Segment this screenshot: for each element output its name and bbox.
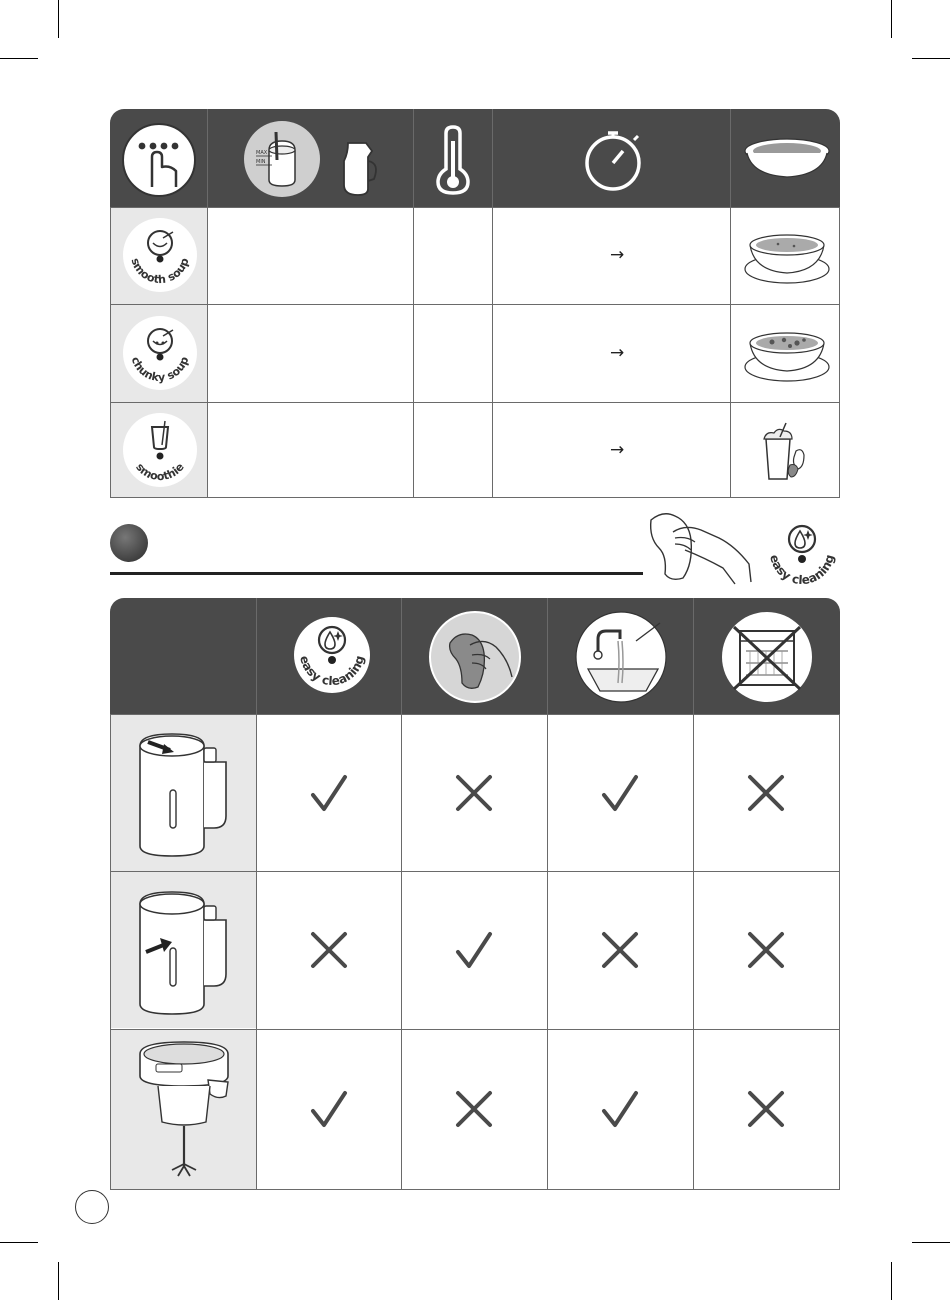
max-label: MAX: [256, 150, 268, 156]
thermometer-icon: [430, 125, 476, 199]
cleaning-table: [110, 598, 840, 1190]
chunky-soup-icon: [121, 314, 199, 396]
chunky-soup-bowl-icon: [742, 323, 832, 391]
arrow-icon: →: [610, 245, 625, 265]
hand-wiping-cloth-icon: [645, 508, 757, 590]
section-bullet: [110, 524, 148, 562]
bowl-icon: [742, 135, 832, 189]
check-icon: [309, 773, 349, 817]
crop-mark: [891, 1262, 892, 1300]
smooth-soup-bowl-icon: [742, 225, 832, 293]
milk-jug-icon: [336, 139, 382, 203]
crop-mark: [912, 1242, 950, 1243]
badge-label: easy cleaning: [767, 553, 837, 588]
cross-icon: [746, 1089, 786, 1133]
jug-fill-level-icon: [242, 120, 324, 202]
smoothie-icon: [121, 411, 199, 493]
crop-mark: [891, 0, 892, 38]
lid-blade-icon: [134, 1036, 234, 1190]
smoothie-glass-icon: [752, 421, 816, 489]
cross-icon: [454, 1089, 494, 1133]
jug-outer-icon: [134, 882, 234, 1026]
cross-icon: [746, 930, 786, 974]
check-icon: [309, 1089, 349, 1133]
min-label: MIN: [256, 159, 266, 165]
crop-mark: [912, 58, 950, 59]
cross-icon: [454, 773, 494, 817]
cross-icon: [746, 773, 786, 817]
program-label: smooth soup: [128, 256, 192, 287]
arrow-icon: →: [610, 343, 625, 363]
crop-mark: [58, 0, 59, 38]
cross-icon: [600, 930, 640, 974]
section-rule: [110, 572, 643, 575]
easy-cleaning-badge: [762, 514, 842, 598]
check-icon: [454, 930, 494, 974]
crop-mark: [0, 58, 38, 59]
smooth-soup-icon: [121, 216, 199, 298]
cloth-wipe-icon: [428, 611, 522, 707]
no-dishwasher-icon: [720, 611, 814, 707]
program-label: chunky soup: [128, 354, 192, 385]
check-icon: [600, 773, 640, 817]
stopwatch-icon: [578, 123, 648, 197]
easy-cleaning-icon: [292, 615, 372, 699]
finger-press-icon: [120, 121, 198, 203]
arrow-icon: →: [610, 440, 625, 460]
check-icon: [600, 1089, 640, 1133]
column-label: easy cleaning: [297, 654, 367, 689]
cross-icon: [309, 930, 349, 974]
jug-inner-icon: [134, 724, 234, 868]
crop-mark: [0, 1242, 38, 1243]
page-number-circle: [75, 1190, 109, 1224]
program-label: smoothie: [133, 460, 187, 484]
crop-mark: [58, 1262, 59, 1300]
program-table: [110, 109, 840, 498]
tap-sink-icon: [574, 611, 668, 707]
